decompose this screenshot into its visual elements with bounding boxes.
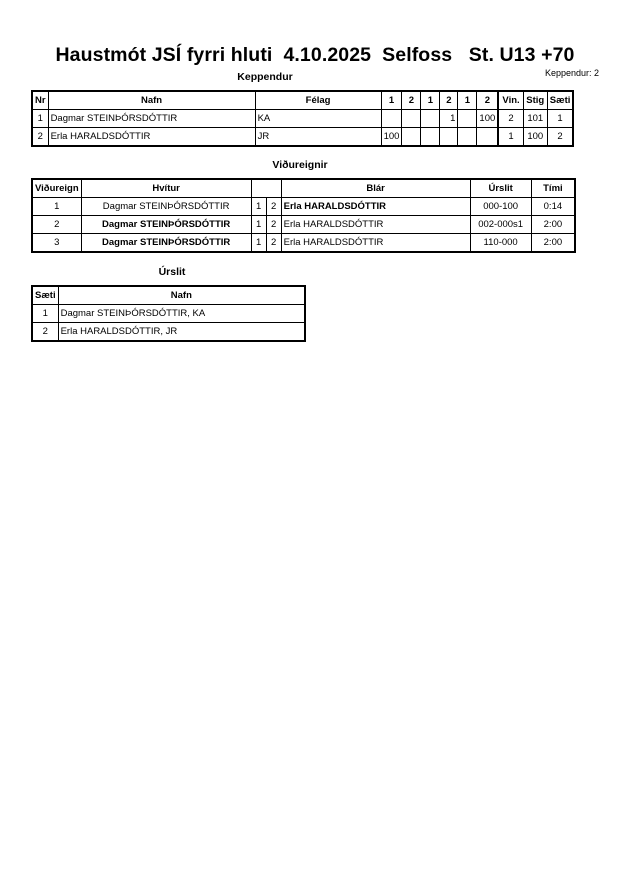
cell-time: 0:14	[531, 198, 575, 216]
col-time: Tími	[531, 179, 575, 198]
table-row	[32, 323, 305, 342]
matches-heading: Viðureignir	[272, 159, 328, 171]
cell-nr: 2	[32, 128, 48, 147]
cell-place: 2	[32, 323, 58, 342]
cell-club: KA	[255, 110, 381, 128]
cell-match: 1	[32, 198, 81, 216]
cell-blue: Erla HARALDSDÓTTIR	[281, 198, 470, 216]
cell-result: 002-000s1	[470, 216, 531, 234]
competitors-count: Keppendur: 2	[544, 68, 599, 78]
matches-header-row	[32, 179, 575, 198]
cell-place: 2	[547, 128, 573, 147]
cell-white: Dagmar STEINÞÓRSDÓTTIR	[81, 198, 251, 216]
cell-white: Dagmar STEINÞÓRSDÓTTIR	[81, 216, 251, 234]
cell-nr: 1	[32, 110, 48, 128]
cell-side: 1	[251, 234, 266, 253]
cell-blue: Erla HARALDSDÓTTIR	[281, 234, 470, 253]
cell-name: Dagmar STEINÞÓRSDÓTTIR	[48, 110, 255, 128]
results-header-row	[32, 286, 305, 305]
competitors-heading: Keppendur	[237, 71, 293, 83]
col-round: 2	[477, 91, 498, 110]
col-blue: Blár	[281, 179, 470, 198]
col-blank	[251, 179, 266, 198]
page-title: Haustmót JSÍ fyrri hluti 4.10.2025 Selfoss St. U13 +70	[55, 44, 575, 66]
col-round: 1	[381, 91, 402, 110]
cell-result: 000-100	[470, 198, 531, 216]
col-round: 1	[421, 91, 440, 110]
cell-points: 100	[523, 128, 547, 147]
cell-round	[402, 128, 421, 147]
results-table	[31, 285, 306, 342]
table-row	[32, 234, 575, 253]
col-points: Stig	[523, 91, 547, 110]
col-match: Viðureign	[32, 179, 81, 198]
col-place: Sæti	[547, 91, 573, 110]
cell-time: 2:00	[531, 216, 575, 234]
col-white: Hvítur	[81, 179, 251, 198]
cell-round: 100	[381, 128, 402, 147]
cell-round: 1	[440, 110, 458, 128]
col-round: 2	[402, 91, 421, 110]
cell-round	[440, 128, 458, 147]
col-place: Sæti	[32, 286, 58, 305]
cell-round	[421, 128, 440, 147]
col-blank	[266, 179, 281, 198]
cell-side: 2	[266, 216, 281, 234]
table-row	[32, 198, 575, 216]
cell-round	[458, 110, 477, 128]
cell-name: Erla HARALDSDÓTTIR	[48, 128, 255, 147]
cell-round	[421, 110, 440, 128]
cell-points: 101	[523, 110, 547, 128]
table-row	[32, 216, 575, 234]
col-name: Nafn	[58, 286, 305, 305]
competitors-header-row	[32, 91, 573, 110]
table-row	[32, 110, 573, 128]
cell-round	[458, 128, 477, 147]
matches-table	[31, 178, 576, 253]
cell-side: 1	[251, 216, 266, 234]
cell-match: 2	[32, 216, 81, 234]
cell-round	[381, 110, 402, 128]
cell-result: 110-000	[470, 234, 531, 253]
cell-white: Dagmar STEINÞÓRSDÓTTIR	[81, 234, 251, 253]
col-round: 2	[440, 91, 458, 110]
cell-name: Erla HARALDSDÓTTIR, JR	[58, 323, 305, 342]
cell-round	[402, 110, 421, 128]
table-row	[32, 128, 573, 147]
col-club: Félag	[255, 91, 381, 110]
cell-wins: 2	[498, 110, 523, 128]
col-result: Úrslit	[470, 179, 531, 198]
cell-place: 1	[32, 305, 58, 323]
col-round: 1	[458, 91, 477, 110]
cell-wins: 1	[498, 128, 523, 147]
cell-round	[477, 128, 498, 147]
col-name: Nafn	[48, 91, 255, 110]
cell-place: 1	[547, 110, 573, 128]
cell-match: 3	[32, 234, 81, 253]
table-row	[32, 305, 305, 323]
col-wins: Vin.	[498, 91, 523, 110]
cell-blue: Erla HARALDSDÓTTIR	[281, 216, 470, 234]
col-nr: Nr	[32, 91, 48, 110]
cell-round: 100	[477, 110, 498, 128]
competitors-table	[31, 90, 574, 147]
cell-side: 2	[266, 234, 281, 253]
cell-time: 2:00	[531, 234, 575, 253]
cell-club: JR	[255, 128, 381, 147]
cell-name: Dagmar STEINÞÓRSDÓTTIR, KA	[58, 305, 305, 323]
cell-side: 2	[266, 198, 281, 216]
cell-side: 1	[251, 198, 266, 216]
results-heading: Úrslit	[158, 266, 186, 278]
